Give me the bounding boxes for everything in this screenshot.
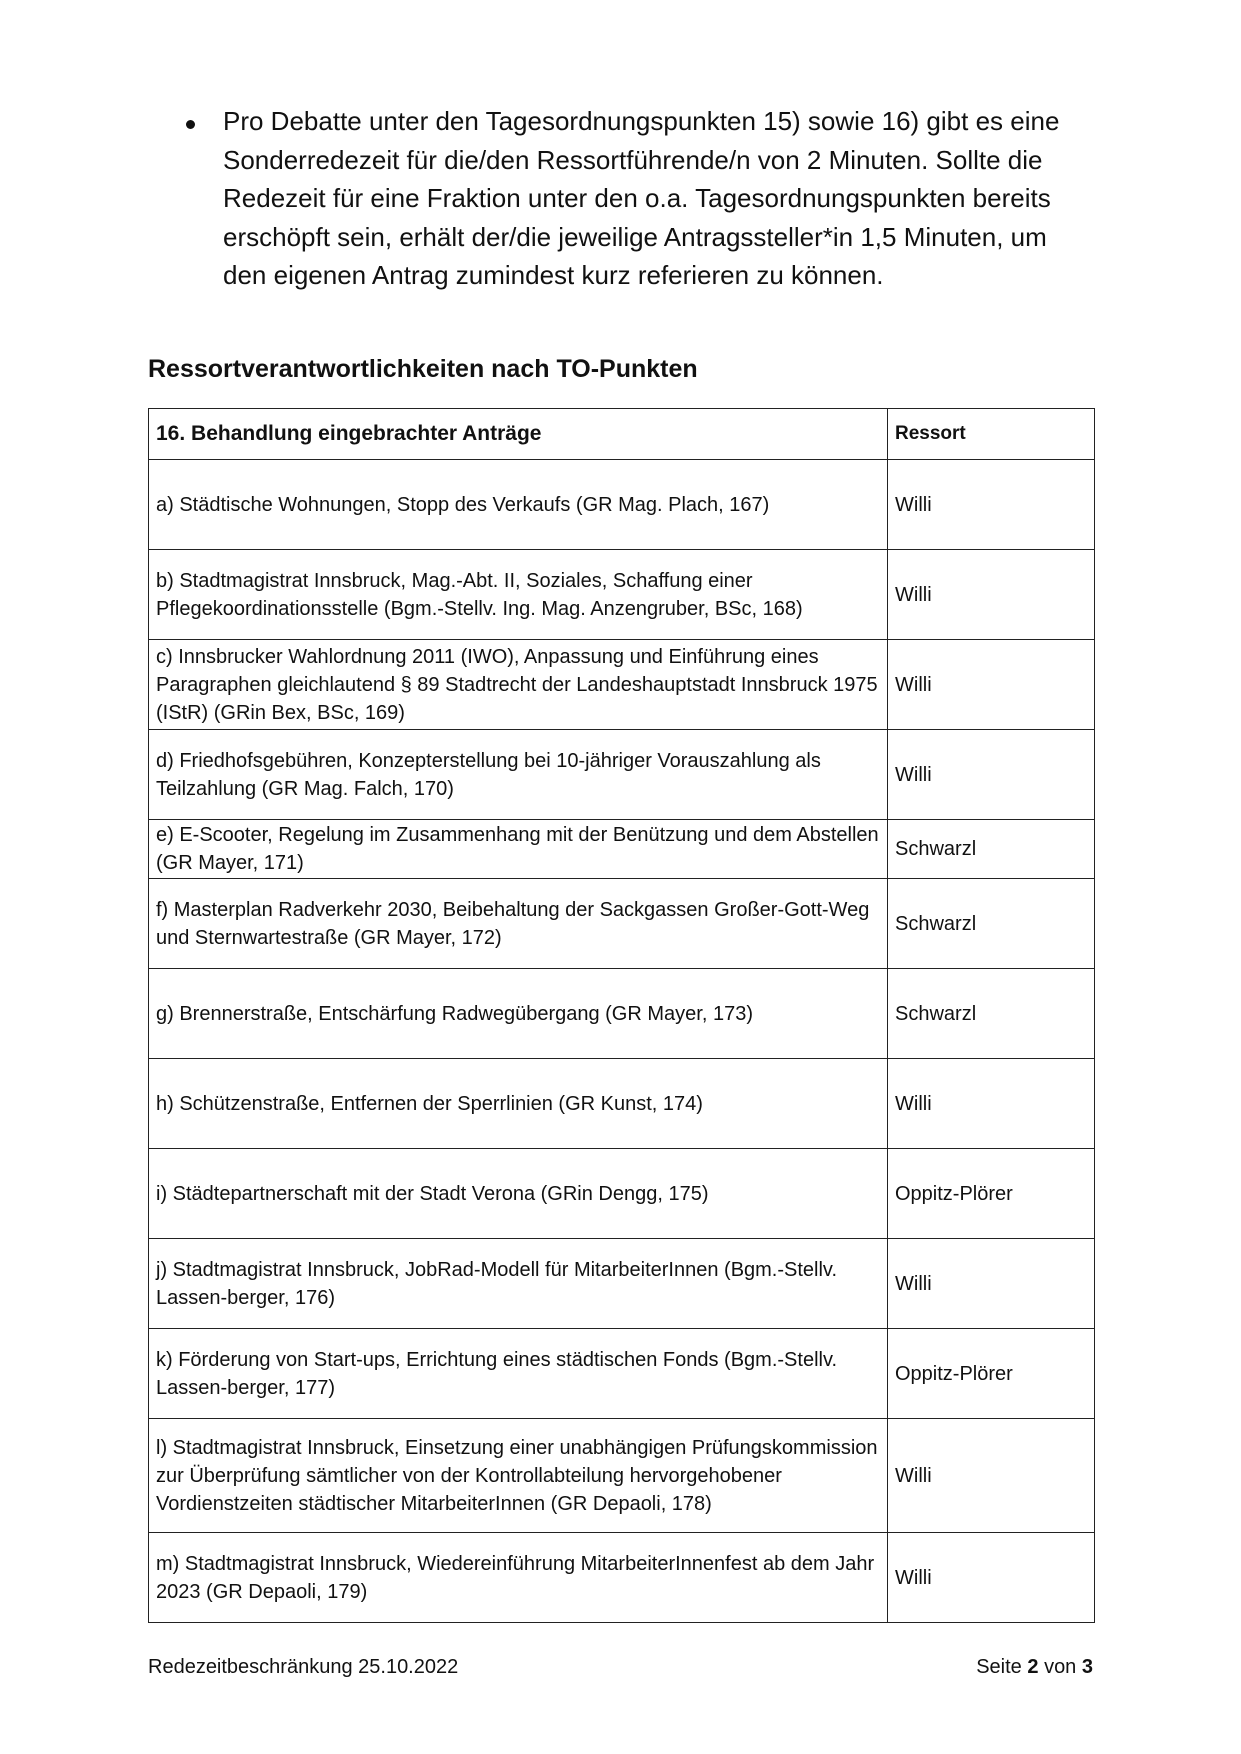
header-item: 16. Behandlung eingebrachter Anträge	[149, 409, 888, 460]
page-total: 3	[1081, 1656, 1093, 1678]
row-item: m) Stadtmagistrat Innsbruck, Wiedereinführung MitarbeiterInnenfest ab dem Jahr 2023 (GR Depaoli, 179)	[149, 1533, 888, 1623]
table-row	[149, 879, 1095, 969]
row-ressort: Willi	[888, 640, 1095, 730]
row-ressort: Willi	[888, 1533, 1095, 1623]
footer-doc-title: Redezeitbeschränkung 25.10.2022	[148, 1656, 459, 1678]
row-item: g) Brennerstraße, Entschärfung Radwegübergang (GR Mayer, 173)	[149, 969, 888, 1059]
row-ressort: Schwarzl	[888, 969, 1095, 1059]
table-row	[149, 1419, 1095, 1533]
table-row	[149, 1329, 1095, 1419]
table-row	[149, 1059, 1095, 1149]
row-ressort: Willi	[888, 730, 1095, 820]
table-row	[149, 460, 1095, 550]
section-heading: Ressortverantwortlichkeiten nach TO-Punkten	[148, 355, 698, 383]
row-ressort: Schwarzl	[888, 820, 1095, 879]
table-row	[149, 820, 1095, 879]
ressort-table	[148, 408, 1095, 1623]
row-item: i) Städtepartnerschaft mit der Stadt Verona (GRin Dengg, 175)	[149, 1149, 888, 1239]
row-ressort: Oppitz-Plörer	[888, 1149, 1095, 1239]
table-row	[149, 640, 1095, 730]
row-item: h) Schützenstraße, Entfernen der Sperrlinien (GR Kunst, 174)	[149, 1059, 888, 1149]
row-item: j) Stadtmagistrat Innsbruck, JobRad-Modell für MitarbeiterInnen (Bgm.-Stellv. Lassen-berger, 176)	[149, 1239, 888, 1329]
table-row	[149, 1533, 1095, 1623]
table-row	[149, 969, 1095, 1059]
row-item: d) Friedhofsgebühren, Konzepterstellung bei 10-jähriger Vorauszahlung als Teilzahlung (GR Mag. Falch, 170)	[149, 730, 888, 820]
row-item: l) Stadtmagistrat Innsbruck, Einsetzung einer unabhängigen Prüfungskommission zur Überprüfung sämtlicher von der Kontrollabteilung hervorgehobener Vordienstzeiten städtischer MitarbeiterInnen (GR Depaoli, 178)	[149, 1419, 888, 1533]
table-row	[149, 550, 1095, 640]
row-ressort: Willi	[888, 1239, 1095, 1329]
row-item: k) Förderung von Start-ups, Errichtung eines städtischen Fonds (Bgm.-Stellv. Lassen-berger, 177)	[149, 1329, 888, 1419]
table-row	[149, 730, 1095, 820]
table-header-row	[149, 409, 1095, 460]
row-ressort: Willi	[888, 550, 1095, 640]
page-current: 2	[1027, 1656, 1039, 1678]
row-ressort: Willi	[888, 460, 1095, 550]
table-row	[149, 1239, 1095, 1329]
table-row	[149, 1149, 1095, 1239]
page-number	[976, 1656, 1093, 1679]
row-ressort: Oppitz-Plörer	[888, 1329, 1095, 1419]
row-ressort: Willi	[888, 1419, 1095, 1533]
header-ressort: Ressort	[888, 409, 1095, 460]
bullet-dot-icon	[186, 120, 195, 129]
row-ressort: Willi	[888, 1059, 1095, 1149]
page-prefix: Seite	[976, 1656, 1022, 1678]
row-item: c) Innsbrucker Wahlordnung 2011 (IWO), Anpassung und Einführung eines Paragraphen gleichlautend § 89 Stadtrecht der Landeshauptstadt Innsbruck 1975 (IStR) (GRin Bex, BSc, 169)	[149, 640, 888, 730]
row-item: b) Stadtmagistrat Innsbruck, Mag.-Abt. II, Soziales, Schaffung einer Pflegekoordinationsstelle (Bgm.-Stellv. Ing. Mag. Anzengruber, BSc, 168)	[149, 550, 888, 640]
row-item: e) E-Scooter, Regelung im Zusammenhang mit der Benützung und dem Abstellen (GR Mayer, 171)	[149, 820, 888, 879]
row-ressort: Schwarzl	[888, 879, 1095, 969]
row-item: a) Städtische Wohnungen, Stopp des Verkaufs (GR Mag. Plach, 167)	[149, 460, 888, 550]
row-item: f) Masterplan Radverkehr 2030, Beibehaltung der Sackgassen Großer-Gott-Weg und Sternwartestraße (GR Mayer, 172)	[149, 879, 888, 969]
page-mid: von	[1044, 1656, 1077, 1678]
bullet-text: Pro Debatte unter den Tagesordnungspunkten 15) sowie 16) gibt es eine Sonderredezeit für die/den Ressortführende/n von 2 Minuten. Sollte die Redezeit für eine Fraktion unter den o.a. Tagesordnungspunkten bereits erschöpft sein, erhält der/die jeweilige Antragssteller*in 1,5 Minuten, um den eigenen Antrag zumindest kurz referieren zu können.	[223, 106, 1060, 290]
